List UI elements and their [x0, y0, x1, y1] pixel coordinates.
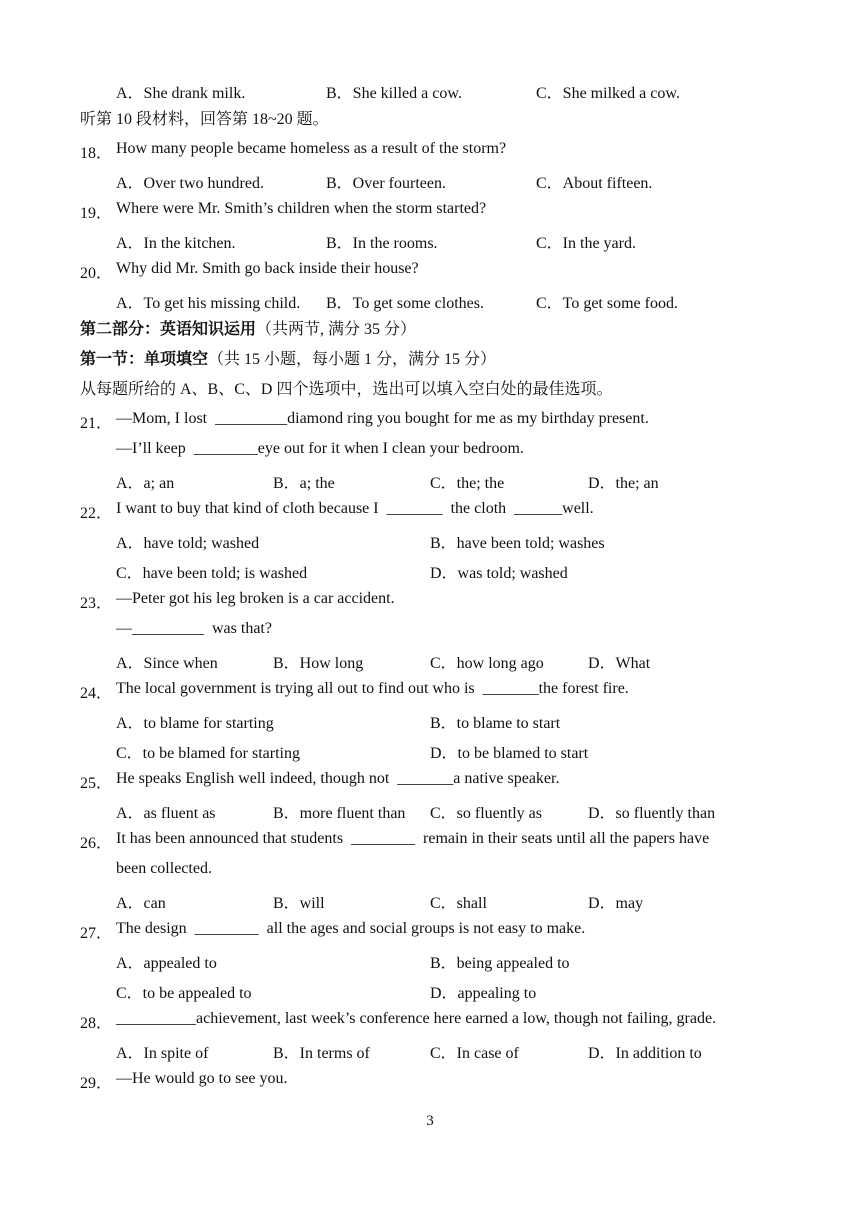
question-text: —Peter got his leg broken is a car accident. — [116, 590, 395, 607]
q22-option-d: D．was told; washed — [430, 565, 568, 582]
q26-option-b: B．will — [273, 895, 325, 912]
question-text: Where were Mr. Smith’s children when the storm started? — [116, 200, 487, 217]
question-number: 24． — [80, 685, 113, 702]
q26-option-c: C．shall — [430, 895, 487, 912]
question-text: How many people became homeless as a result of the storm? — [116, 140, 507, 157]
q25-option-a: A．as fluent as — [116, 805, 216, 822]
q23-option-a: A．Since when — [116, 655, 218, 672]
question-number: 21． — [80, 415, 113, 432]
question-text: He speaks English well indeed, though not _______a native speaker. — [116, 770, 560, 787]
section1-note: （共 15 小题，每小题 1 分，满分 15 分） — [208, 351, 497, 368]
part2-title: 第二部分：英语知识运用 — [80, 321, 257, 338]
q26-option-a: A．can — [116, 895, 166, 912]
section1-title: 第一节：单项填空 — [80, 351, 209, 368]
q20-option-c: C．To get some food. — [536, 295, 678, 312]
q21-option-a: A．a; an — [116, 475, 175, 492]
part2-note: （共两节, 满分 35 分） — [256, 321, 417, 338]
q23-option-d: D．What — [588, 655, 651, 672]
question-text: It has been announced that students ________ remain in their seats until all the papers have — [116, 830, 710, 847]
q19-option-b: B．In the rooms. — [326, 235, 438, 252]
q28-option-c: C．In case of — [430, 1045, 519, 1062]
page-number: 3 — [426, 1113, 434, 1129]
question-text-continued: been collected. — [116, 860, 212, 877]
part2-heading — [80, 320, 416, 340]
q18-option-c: C．About fifteen. — [536, 175, 653, 192]
q28-option-a: A．In spite of — [116, 1045, 209, 1062]
question-number: 26． — [80, 835, 113, 852]
question-text: The design ________ all the ages and social groups is not easy to make. — [116, 920, 586, 937]
q25-option-c: C．so fluently as — [430, 805, 542, 822]
question-number: 22． — [80, 505, 113, 522]
q23-option-b: B．How long — [273, 655, 364, 672]
question-number: 23． — [80, 595, 113, 612]
q27-option-a: A．appealed to — [116, 955, 217, 972]
question-text: Why did Mr. Smith go back inside their house? — [116, 260, 419, 277]
q27-option-b: B．being appealed to — [430, 955, 570, 972]
question-text: The local government is trying all out to find out who is _______the forest fire. — [116, 680, 629, 697]
q21-option-b: B．a; the — [273, 475, 335, 492]
q26-option-d: D．may — [588, 895, 644, 912]
section10-intro: 听第 10 段材料，回答第 18~20 题。 — [80, 111, 329, 128]
q27-option-c: C．to be appealed to — [116, 985, 252, 1002]
question-number: 19． — [80, 205, 113, 222]
question-text: —He would go to see you. — [116, 1070, 288, 1087]
q28-option-d: D．In addition to — [588, 1045, 702, 1062]
question-text-reply: —_________ was that? — [116, 620, 272, 637]
q18-option-a: A．Over two hundred. — [116, 175, 264, 192]
question-text: I want to buy that kind of cloth because I _______ the cloth ______well. — [116, 500, 594, 517]
q23-option-c: C．how long ago — [430, 655, 544, 672]
q28-option-b: B．In terms of — [273, 1045, 370, 1062]
q21-option-d: D．the; an — [588, 475, 659, 492]
q24-option-d: D．to be blamed to start — [430, 745, 589, 762]
section1-instructions: 从每题所给的 A、B、C、D 四个选项中，选出可以填入空白处的最佳选项。 — [80, 381, 613, 398]
q22-option-c: C．have been told; is washed — [116, 565, 308, 582]
q24-option-a: A．to blame for starting — [116, 715, 274, 732]
q17-option-b: B．She killed a cow. — [326, 85, 462, 102]
question-number: 27． — [80, 925, 113, 942]
q25-option-b: B．more fluent than — [273, 805, 406, 822]
q24-option-b: B．to blame to start — [430, 715, 561, 732]
question-text: —Mom, I lost _________diamond ring you bought for me as my birthday present. — [116, 410, 649, 427]
question-number: 25． — [80, 775, 113, 792]
q22-option-b: B．have been told; washes — [430, 535, 605, 552]
q27-option-d: D．appealing to — [430, 985, 537, 1002]
q24-option-c: C．to be blamed for starting — [116, 745, 300, 762]
question-number: 20． — [80, 265, 113, 282]
q20-option-b: B．To get some clothes. — [326, 295, 484, 312]
question-text: __________achievement, last week’s conference here earned a low, though not failing, grade. — [116, 1010, 717, 1027]
question-text-reply: —I’ll keep ________eye out for it when I clean your bedroom. — [116, 440, 524, 457]
q19-option-a: A．In the kitchen. — [116, 235, 236, 252]
q20-option-a: A．To get his missing child. — [116, 295, 301, 312]
q19-option-c: C．In the yard. — [536, 235, 636, 252]
q18-option-b: B．Over fourteen. — [326, 175, 446, 192]
q17-option-a: A．She drank milk. — [116, 85, 246, 102]
question-number: 28． — [80, 1015, 113, 1032]
q25-option-d: D．so fluently than — [588, 805, 716, 822]
question-number: 18． — [80, 145, 113, 162]
question-number: 29． — [80, 1075, 113, 1092]
section1-heading — [80, 350, 496, 370]
q21-option-c: C．the; the — [430, 475, 505, 492]
q22-option-a: A．have told; washed — [116, 535, 260, 552]
q17-option-c: C．She milked a cow. — [536, 85, 680, 102]
